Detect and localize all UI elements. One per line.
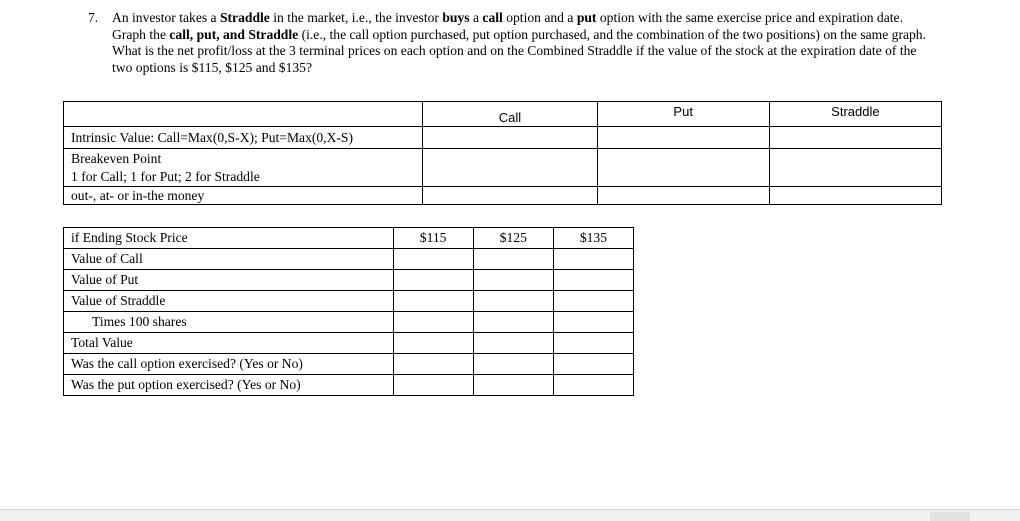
- horizontal-scrollbar[interactable]: [0, 509, 1020, 521]
- ending-price-table: [63, 227, 634, 396]
- answer-cell[interactable]: [473, 249, 553, 270]
- header-price-135: $135: [553, 228, 633, 249]
- answer-cell[interactable]: [473, 312, 553, 333]
- cell-moneyness-straddle[interactable]: [769, 187, 941, 205]
- breakeven-note: 1 for Call; 1 for Put; 2 for Straddle: [71, 169, 260, 184]
- header-blank-cell: [64, 102, 423, 127]
- table-row: [64, 375, 634, 396]
- question-bold-term: put: [576, 10, 597, 25]
- answer-cell[interactable]: [393, 312, 473, 333]
- question-bold-term: buys: [442, 10, 470, 25]
- question-text-segment: (i.e., the call option purchased, put option purchased, and the combination of the two positions) on the same graph. What is the net profit/loss at the 3 terminal prices on each option and on the Combined Straddle if the value of the stock at the expiration date of the two options is $115, $125 and $135?: [112, 26, 926, 75]
- header-price-125: $125: [473, 228, 553, 249]
- question-bold-term: Straddle: [219, 10, 270, 25]
- header-call: Call: [423, 102, 597, 127]
- question-text-segment: a: [469, 10, 483, 25]
- cell-moneyness-call[interactable]: [423, 187, 597, 205]
- table-header-row: [64, 102, 942, 127]
- cell-moneyness-put[interactable]: [597, 187, 769, 205]
- cell-breakeven-straddle[interactable]: [769, 149, 941, 187]
- cell-breakeven-call[interactable]: [423, 149, 597, 187]
- answer-cell[interactable]: [473, 291, 553, 312]
- answer-cell[interactable]: [553, 249, 633, 270]
- header-ending-price-label: if Ending Stock Price: [64, 228, 394, 249]
- row-label: Total Value: [64, 333, 394, 354]
- answer-cell[interactable]: [473, 354, 553, 375]
- row-label: Was the call option exercised? (Yes or No): [64, 354, 394, 375]
- row-label-breakeven: [64, 149, 423, 187]
- header-straddle: Straddle: [769, 102, 941, 127]
- question-bold-term: call: [482, 10, 503, 25]
- answer-cell[interactable]: [473, 333, 553, 354]
- answer-cell[interactable]: [553, 270, 633, 291]
- table-header-row: [64, 228, 634, 249]
- row-label: Value of Call: [64, 249, 394, 270]
- answer-cell[interactable]: [473, 375, 553, 396]
- table-row: [64, 127, 942, 149]
- answer-cell[interactable]: [393, 270, 473, 291]
- answer-cell[interactable]: [393, 333, 473, 354]
- answer-cell[interactable]: [553, 291, 633, 312]
- breakeven-title: Breakeven Point: [71, 151, 162, 166]
- question-text-segment: An investor takes a: [112, 10, 220, 25]
- table-row: [64, 249, 634, 270]
- answer-cell[interactable]: [393, 375, 473, 396]
- answer-cell[interactable]: [393, 291, 473, 312]
- row-label-intrinsic: Intrinsic Value: Call=Max(0,S-X); Put=Max(0,X-S): [64, 127, 423, 149]
- cell-breakeven-put[interactable]: [597, 149, 769, 187]
- row-label-moneyness: out-, at- or in-the money: [64, 187, 423, 205]
- cell-intrinsic-straddle[interactable]: [769, 127, 941, 149]
- table-row: [64, 312, 634, 333]
- row-label: Value of Put: [64, 270, 394, 291]
- table-row: [64, 270, 634, 291]
- table-row: [64, 187, 942, 205]
- question-text-segment: option and a: [502, 10, 577, 25]
- question-block: [88, 10, 938, 76]
- header-put: Put: [597, 102, 769, 127]
- question-text-segment: in the market, i.e., the investor: [269, 10, 443, 25]
- question-number: 7.: [88, 10, 99, 25]
- cell-intrinsic-call[interactable]: [423, 127, 597, 149]
- answer-cell[interactable]: [393, 249, 473, 270]
- question-bold-term: call, put, and Straddle: [169, 26, 299, 42]
- table-row: [64, 291, 634, 312]
- option-summary-table: [63, 101, 942, 205]
- row-label: Was the put option exercised? (Yes or No): [64, 375, 394, 396]
- cell-intrinsic-put[interactable]: [597, 127, 769, 149]
- header-price-115: $115: [393, 228, 473, 249]
- table-row: [64, 149, 942, 187]
- row-label: Times 100 shares: [64, 312, 394, 333]
- answer-cell[interactable]: [553, 333, 633, 354]
- table-row: [64, 354, 634, 375]
- answer-cell[interactable]: [553, 375, 633, 396]
- answer-cell[interactable]: [553, 354, 633, 375]
- answer-cell[interactable]: [553, 312, 633, 333]
- table-row: [64, 333, 634, 354]
- answer-cell[interactable]: [393, 354, 473, 375]
- question-text: [112, 10, 938, 76]
- row-label: Value of Straddle: [64, 291, 394, 312]
- answer-cell[interactable]: [473, 270, 553, 291]
- question-text-segment: option with the same exercise price and expiration date. Graph the: [112, 10, 903, 42]
